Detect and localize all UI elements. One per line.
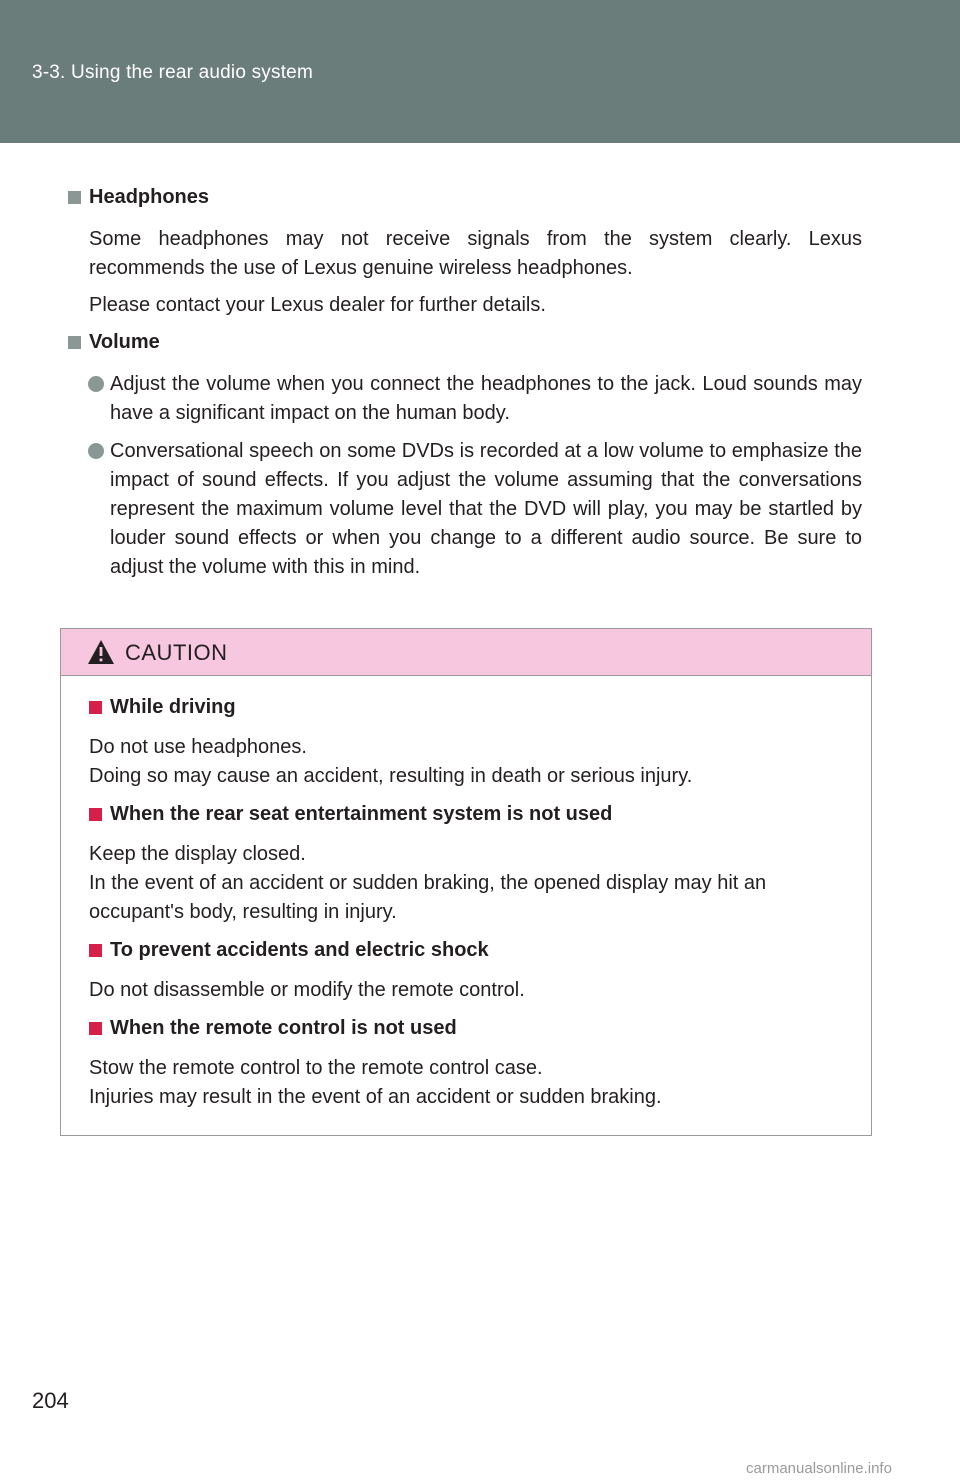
caution-line: Do not use headphones.: [89, 736, 307, 758]
caution-heading-text: When the remote control is not used: [110, 1017, 457, 1039]
headphones-paragraph-2: Please contact your Lexus dealer for further details.: [89, 294, 546, 316]
caution-line: Do not disassemble or modify the remote control.: [89, 979, 525, 1001]
warning-triangle-icon: [87, 639, 115, 665]
volume-bullet-text: Conversational speech on some DVDs is recorded at a low volume to emphasize the impact of sound effects. If you adjust the volume assuming that the conversations represent the maximum volume level that the DVD will play, you may be startled by louder sound effects or when you change to a different audio source. Be sure to adjust the volume with this in mind.: [110, 440, 862, 578]
caution-line: Doing so may cause an accident, resulting in death or serious injury.: [89, 765, 693, 787]
page-number: 204: [32, 1388, 69, 1413]
caution-heading-text: When the rear seat entertainment system is not used: [110, 803, 613, 825]
square-bullet-icon: [89, 701, 102, 714]
volume-bullet-2: [88, 437, 862, 582]
caution-item-text: [89, 733, 859, 791]
caution-heading-text: To prevent accidents and electric shock: [110, 939, 489, 961]
section-title: 3-3. Using the rear audio system: [32, 62, 313, 83]
square-bullet-icon: [89, 1022, 102, 1035]
caution-title: CAUTION: [125, 640, 228, 665]
circle-bullet-icon: [88, 376, 104, 392]
caution-item-heading: [89, 939, 489, 962]
caution-item-heading: [89, 1017, 457, 1040]
volume-bullet-1: [88, 370, 862, 428]
caution-item-heading: [89, 696, 236, 719]
caution-header: [61, 629, 871, 676]
page-header: [0, 0, 960, 143]
caution-item-text: [89, 840, 859, 927]
square-bullet-icon: [89, 808, 102, 821]
headphones-heading-text: Headphones: [89, 186, 210, 208]
caution-line: Injuries may result in the event of an accident or sudden braking.: [89, 1086, 662, 1108]
square-bullet-icon: [68, 191, 81, 204]
watermark: carmanualsonline.info: [746, 1460, 892, 1477]
caution-item-text: [89, 1054, 859, 1112]
square-bullet-icon: [89, 944, 102, 957]
caution-box: [60, 628, 872, 1136]
caution-heading-text: While driving: [110, 696, 236, 718]
circle-bullet-icon: [88, 443, 104, 459]
caution-line: Stow the remote control to the remote control case.: [89, 1057, 543, 1079]
caution-line: Keep the display closed.: [89, 843, 306, 865]
headphones-paragraph-1: Some headphones may not receive signals from the system clearly. Lexus recommends the use of Lexus genuine wireless headphones.: [89, 228, 862, 279]
square-bullet-icon: [68, 336, 81, 349]
volume-heading: [68, 331, 160, 354]
headphones-heading: [68, 186, 209, 209]
caution-line: In the event of an accident or sudden braking, the opened display may hit an occupant's body, resulting in injury.: [89, 872, 767, 923]
caution-item-heading: [89, 803, 612, 826]
caution-item-text: [89, 976, 859, 1005]
volume-heading-text: Volume: [89, 331, 160, 353]
volume-bullet-text: Adjust the volume when you connect the headphones to the jack. Loud sounds may have a significant impact on the human body.: [110, 373, 862, 424]
